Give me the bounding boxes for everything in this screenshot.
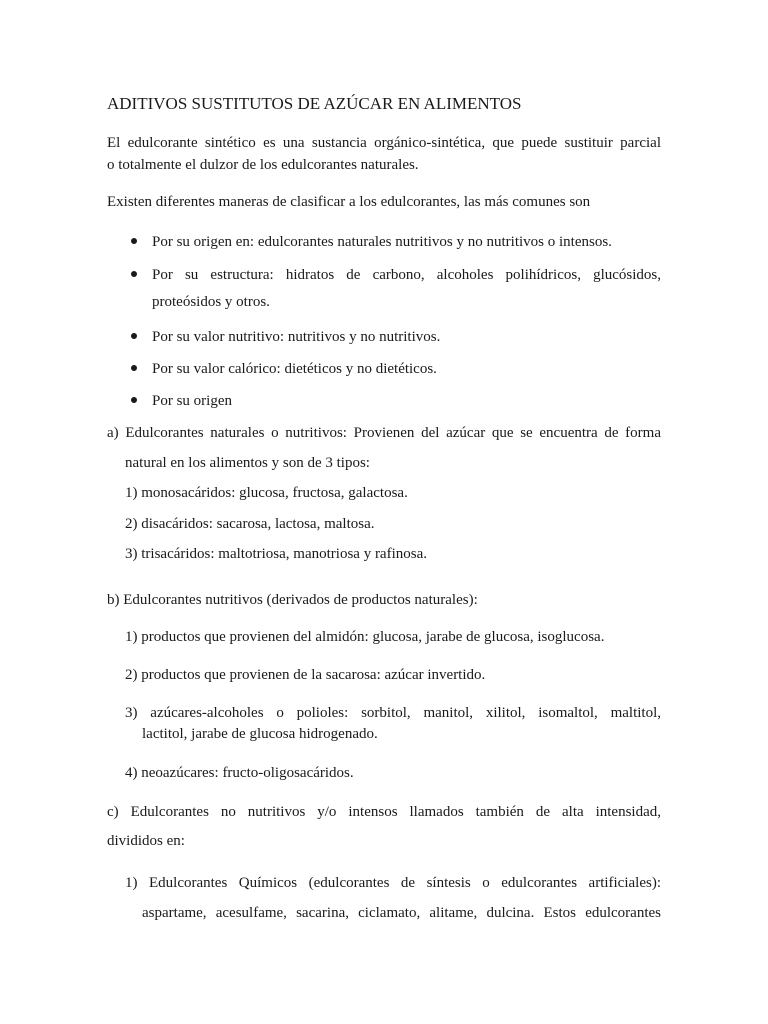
section-a-item: 3) trisacáridos: maltotriosa, manotriosa y rafinosa. bbox=[125, 546, 427, 562]
section-b-item: 4) neoazúcares: fructo-oligosacáridos. bbox=[125, 765, 354, 781]
classify-intro: Existen diferentes maneras de clasificar a los edulcorantes, las más comunes son bbox=[107, 194, 591, 210]
bullet-item: Por su valor calórico: dietéticos y no dietéticos. bbox=[152, 361, 437, 377]
bullet-dot-icon bbox=[131, 333, 137, 339]
bullet-dot-icon bbox=[131, 365, 137, 371]
section-b-item: 3) azúcares-alcoholes o polioles: sorbitol, manitol, xilitol, isomaltol, maltitol, bbox=[125, 705, 661, 721]
bullet-item: Por su origen bbox=[152, 393, 232, 409]
section-b-item: 1) productos que provienen del almidón: glucosa, jarabe de glucosa, isoglucosa. bbox=[125, 629, 605, 645]
bullet-dot-icon bbox=[131, 238, 137, 244]
document-title: ADITIVOS SUSTITUTOS DE AZÚCAR EN ALIMENTOS bbox=[107, 94, 522, 113]
bullet-item: Por su estructura: hidratos de carbono, alcoholes polihídricos, glucósidos, bbox=[152, 267, 661, 283]
bullet-item: Por su origen en: edulcorantes naturales nutritivos y no nutritivos o intensos. bbox=[152, 234, 612, 250]
bullet-item: Por su valor nutritivo: nutritivos y no nutritivos. bbox=[152, 329, 441, 345]
section-b-item: 2) productos que provienen de la sacarosa: azúcar invertido. bbox=[125, 667, 486, 683]
section-c-line-2: divididos en: bbox=[107, 833, 185, 849]
section-c-item-line-2: aspartame, acesulfame, sacarina, ciclamato, alitame, dulcina. Estos edulcorantes bbox=[142, 905, 661, 921]
section-a-line-1: a) Edulcorantes naturales o nutritivos: Provienen del azúcar que se encuentra de forma bbox=[107, 425, 661, 441]
section-a-item: 1) monosacáridos: glucosa, fructosa, galactosa. bbox=[125, 485, 408, 501]
section-b-heading: b) Edulcorantes nutritivos (derivados de productos naturales): bbox=[107, 592, 478, 608]
intro-line-1: El edulcorante sintético es una sustancia orgánico-sintética, que puede sustituir parcial bbox=[107, 135, 661, 151]
section-a-line-2: natural en los alimentos y son de 3 tipos: bbox=[125, 455, 370, 471]
intro-line-2: o totalmente el dulzor de los edulcorantes naturales. bbox=[107, 157, 419, 173]
bullet-dot-icon bbox=[131, 271, 137, 277]
bullet-dot-icon bbox=[131, 397, 137, 403]
section-b-item-continuation: lactitol, jarabe de glucosa hidrogenado. bbox=[142, 726, 378, 742]
section-c-line-1: c) Edulcorantes no nutritivos y/o intensos llamados también de alta intensidad, bbox=[107, 804, 661, 820]
section-c-item-line-1: 1) Edulcorantes Químicos (edulcorantes de síntesis o edulcorantes artificiales): bbox=[125, 875, 661, 891]
section-a-item: 2) disacáridos: sacarosa, lactosa, maltosa. bbox=[125, 516, 375, 532]
bullet-item-continuation: proteósidos y otros. bbox=[152, 294, 270, 310]
